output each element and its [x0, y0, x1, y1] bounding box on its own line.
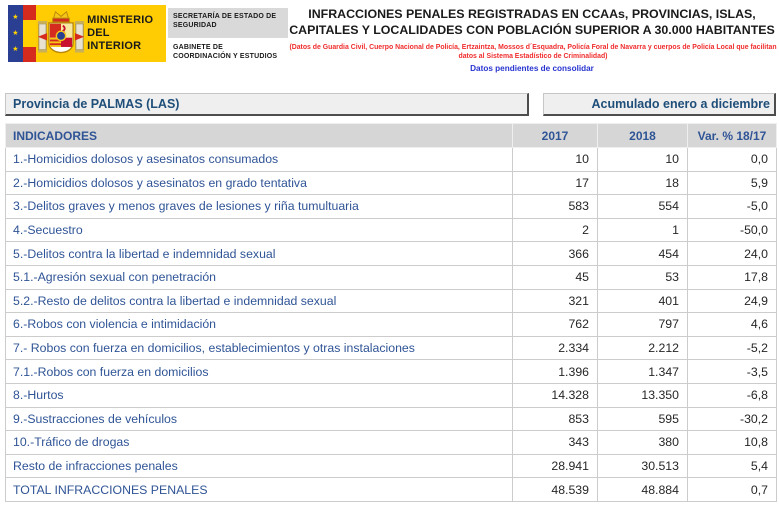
value-2018: 1	[598, 218, 688, 242]
indicator-label: 7.- Robos con fuerza en domicilios, establecimientos y otras instalaciones	[6, 336, 513, 360]
value-variation: -5,0	[688, 195, 777, 219]
value-2017: 583	[513, 195, 598, 219]
value-variation: -6,8	[688, 383, 777, 407]
value-2018: 53	[598, 265, 688, 289]
value-2017: 853	[513, 407, 598, 431]
secretaria-label: SECRETARÍA DE ESTADO DE SEGURIDAD	[168, 8, 288, 38]
column-header-indicadores: INDICADORES	[6, 124, 513, 148]
ministry-logo	[8, 5, 166, 62]
value-variation: 17,8	[688, 265, 777, 289]
table-row	[6, 313, 777, 337]
column-header-variation: Var. % 18/17	[688, 124, 777, 148]
table-row	[6, 336, 777, 360]
value-2017: 14.328	[513, 383, 598, 407]
table-row	[6, 171, 777, 195]
indicator-label: 1.-Homicidios dolosos y asesinatos consumados	[6, 148, 513, 172]
table-row	[6, 218, 777, 242]
value-2018: 401	[598, 289, 688, 313]
value-variation: 5,9	[688, 171, 777, 195]
ministry-name-line1: MINISTERIO	[87, 14, 154, 26]
table-row	[6, 360, 777, 384]
value-2017: 28.941	[513, 454, 598, 478]
value-variation: 0,7	[688, 478, 777, 502]
indicator-label: 9.-Sustracciones de vehículos	[6, 407, 513, 431]
value-2017: 1.396	[513, 360, 598, 384]
value-variation: 24,0	[688, 242, 777, 266]
value-2018: 48.884	[598, 478, 688, 502]
province-selector[interactable]: Provincia de PALMAS (LAS)	[5, 93, 529, 116]
table-row	[6, 454, 777, 478]
period-selector[interactable]: Acumulado enero a diciembre	[543, 93, 776, 116]
value-2017: 17	[513, 171, 598, 195]
value-2018: 554	[598, 195, 688, 219]
value-2018: 797	[598, 313, 688, 337]
value-variation: -5,2	[688, 336, 777, 360]
value-2018: 10	[598, 148, 688, 172]
ministry-name	[87, 14, 166, 53]
value-variation: 5,4	[688, 454, 777, 478]
page-title: INFRACCIONES PENALES REGISTRADAS EN CCAAs, PROVINCIAS, ISLAS, CAPITALES Y LOCALIDADES CON POBLACIÓN SUPERIOR A 30.000 HABITANTES	[289, 7, 775, 37]
value-2017: 762	[513, 313, 598, 337]
value-variation: 10,8	[688, 431, 777, 455]
sources-note: (Datos de Guardia Civil, Cuerpo Nacional de Policía, Ertzaintza, Mossos d´Esquadra, Policía Foral de Navarra y cuerpos de Policía Local que facilitan datos al Sistema Estadístico de Criminalidad)	[289, 44, 777, 60]
indicator-label: 5.-Delitos contra la libertad e indemnidad sexual	[6, 242, 513, 266]
value-variation: 4,6	[688, 313, 777, 337]
table-row	[6, 289, 777, 313]
table-row	[6, 195, 777, 219]
indicator-label: 2.-Homicidios dolosos y asesinatos en grado tentativa	[6, 171, 513, 195]
value-2017: 366	[513, 242, 598, 266]
value-variation: -3,5	[688, 360, 777, 384]
column-header-2018: 2018	[598, 124, 688, 148]
indicator-label: 3.-Delitos graves y menos graves de lesiones y riña tumultuaria	[6, 195, 513, 219]
indicator-label: 4.-Secuestro	[6, 218, 513, 242]
gabinete-label: GABINETE DE COORDINACIÓN Y ESTUDIOS	[173, 44, 278, 60]
value-2018: 2.212	[598, 336, 688, 360]
indicator-label: Resto de infracciones penales	[6, 454, 513, 478]
table-row	[6, 431, 777, 455]
value-2017: 45	[513, 265, 598, 289]
table-row	[6, 383, 777, 407]
value-variation: -30,2	[688, 407, 777, 431]
value-variation: 24,9	[688, 289, 777, 313]
value-2017: 2	[513, 218, 598, 242]
indicators-table	[5, 123, 777, 502]
value-2018: 18	[598, 171, 688, 195]
indicators-table-body	[6, 148, 777, 502]
table-row	[6, 265, 777, 289]
column-header-2017: 2017	[513, 124, 598, 148]
table-row	[6, 478, 777, 502]
value-2017: 2.334	[513, 336, 598, 360]
indicator-label: 10.-Tráfico de drogas	[6, 431, 513, 455]
indicator-label: 5.2.-Resto de delitos contra la libertad e indemnidad sexual	[6, 289, 513, 313]
value-2018: 30.513	[598, 454, 688, 478]
value-2017: 321	[513, 289, 598, 313]
value-variation: 0,0	[688, 148, 777, 172]
indicator-label: 7.1.-Robos con fuerza en domicilios	[6, 360, 513, 384]
value-2018: 595	[598, 407, 688, 431]
value-2018: 454	[598, 242, 688, 266]
value-2018: 380	[598, 431, 688, 455]
indicator-label: TOTAL INFRACCIONES PENALES	[6, 478, 513, 502]
coat-of-arms-icon	[36, 9, 87, 59]
value-2017: 343	[513, 431, 598, 455]
ministry-name-line2: DEL INTERIOR	[87, 27, 142, 52]
eu-stars-band-icon: ★ ★ ★	[8, 5, 23, 62]
status-note: Datos pendientes de consolidar	[470, 64, 594, 73]
table-row	[6, 242, 777, 266]
table-row	[6, 148, 777, 172]
value-2017: 10	[513, 148, 598, 172]
value-variation: -50,0	[688, 218, 777, 242]
value-2018: 13.350	[598, 383, 688, 407]
indicator-label: 6.-Robos con violencia e intimidación	[6, 313, 513, 337]
indicator-label: 8.-Hurtos	[6, 383, 513, 407]
spain-flag-icon	[23, 5, 36, 62]
value-2017: 48.539	[513, 478, 598, 502]
value-2018: 1.347	[598, 360, 688, 384]
table-row	[6, 407, 777, 431]
indicator-label: 5.1.-Agresión sexual con penetración	[6, 265, 513, 289]
table-header-row	[6, 124, 777, 148]
